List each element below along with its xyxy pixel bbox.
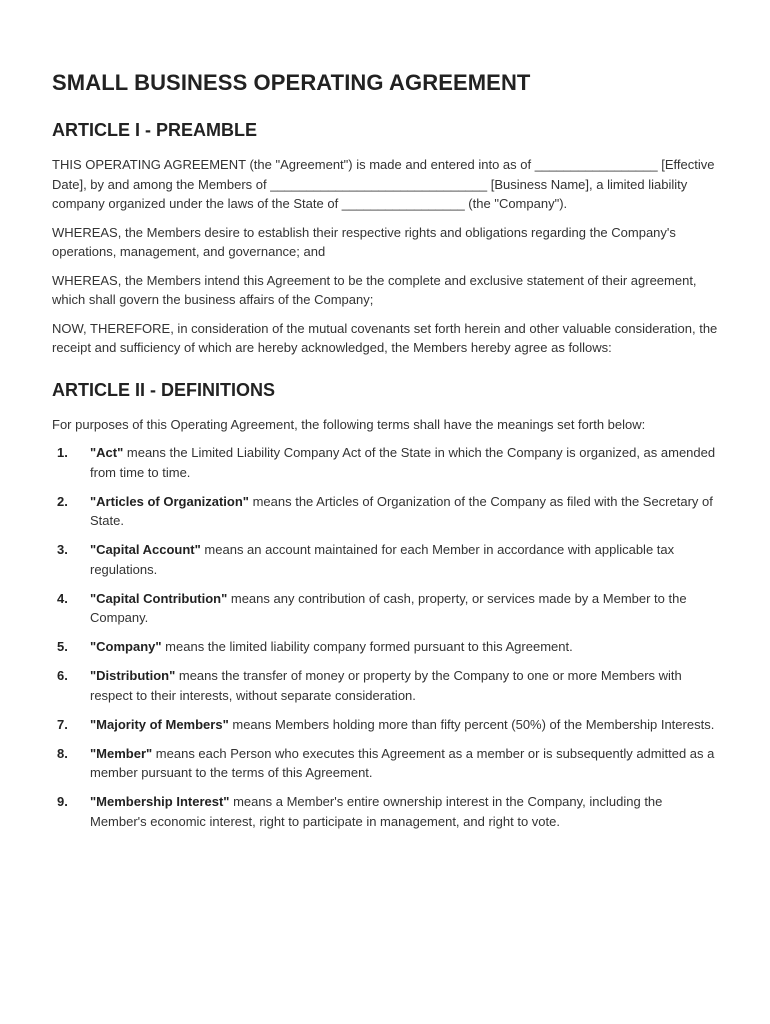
definition-number: 9.: [57, 794, 68, 809]
preamble-paragraph-3: WHEREAS, the Members intend this Agreement to be the complete and exclusive statement of their agreement, which shall govern the business affairs of the Company;: [52, 272, 697, 307]
article-1-heading: ARTICLE I - PREAMBLE: [52, 120, 257, 140]
definition-item-membership-interest: [52, 792, 722, 831]
document-title: SMALL BUSINESS OPERATING AGREEMENT: [52, 70, 531, 95]
definitions-intro: For purposes of this Operating Agreement, the following terms shall have the meanings set forth below:: [52, 416, 646, 432]
definition-text: means the limited liability company formed pursuant to this Agreement.: [161, 639, 573, 654]
definition-term: "Articles of Organization": [90, 493, 249, 509]
definition-term: "Capital Account": [90, 542, 201, 557]
definition-item-company: [52, 637, 722, 657]
definition-item-majority-of-members: [52, 715, 722, 735]
definition-item-distribution: [52, 666, 722, 705]
definition-term: "Distribution": [90, 668, 176, 683]
definition-term: "Act": [90, 445, 124, 460]
definition-text: means the Articles of Organization of the Company as filed with the Secretary of State.: [90, 493, 713, 528]
definition-number: 1.: [57, 445, 68, 460]
definition-text: means Members holding more than fifty percent (50%) of the Membership Interests.: [228, 716, 715, 732]
definition-item-articles-of-organization: [52, 492, 722, 531]
definition-number: 2.: [57, 493, 68, 509]
definition-term: "Member": [90, 745, 153, 761]
definition-item-member: [52, 744, 722, 783]
definition-text: means each Person who executes this Agreement as a member or is subsequently admitted as a member pursuant to the terms of this Agreement.: [90, 745, 715, 780]
definition-text: means the transfer of money or property by the Company to one or more Members with respect to their interests, without separate consideration.: [90, 668, 682, 703]
preamble-paragraph-4: NOW, THEREFORE, in consideration of the mutual covenants set forth herein and other valuable consideration, the receipt and sufficiency of which are hereby acknowledged, the Members hereby agree as follows:: [52, 320, 718, 355]
definition-text: means the Limited Liability Company Act of the State in which the Company is organized, as amended from time to time.: [90, 445, 716, 480]
definition-term: "Capital Contribution": [90, 590, 228, 606]
definition-term: "Majority of Members": [90, 716, 229, 732]
preamble-paragraph-1: THIS OPERATING AGREEMENT (the "Agreement") is made and entered into as of _________________ [Effective Date], by and among the Members of ______________________________ [Business Name], a limited liability company organized under the laws of the State of _________________ (the "Company").: [52, 157, 715, 211]
definition-number: 8.: [57, 745, 68, 761]
definition-number: 3.: [57, 542, 68, 557]
definition-number: 5.: [57, 639, 68, 654]
definition-text: means any contribution of cash, property, or services made by a Member to the Company.: [90, 590, 687, 625]
definition-number: 6.: [57, 668, 68, 683]
preamble-paragraph-2: WHEREAS, the Members desire to establish their respective rights and obligations regarding the Company's operations, management, and governance; and: [52, 224, 676, 259]
document-page: [52, 70, 722, 841]
definition-item-capital-account: [52, 540, 722, 579]
definition-number: 4.: [57, 590, 68, 606]
definition-term: "Company": [90, 639, 162, 654]
definition-number: 7.: [57, 716, 68, 732]
article-2-heading: ARTICLE II - DEFINITIONS: [52, 379, 275, 400]
definition-text: means an account maintained for each Member in accordance with applicable tax regulations.: [90, 542, 675, 577]
definition-text: means a Member's entire ownership interest in the Company, including the Member's economic interest, right to participate in management, and right to vote.: [90, 794, 663, 829]
definition-item-act: [52, 443, 722, 482]
definition-item-capital-contribution: [52, 589, 722, 628]
definitions-list: [52, 443, 722, 831]
definition-term: "Membership Interest": [90, 794, 230, 809]
